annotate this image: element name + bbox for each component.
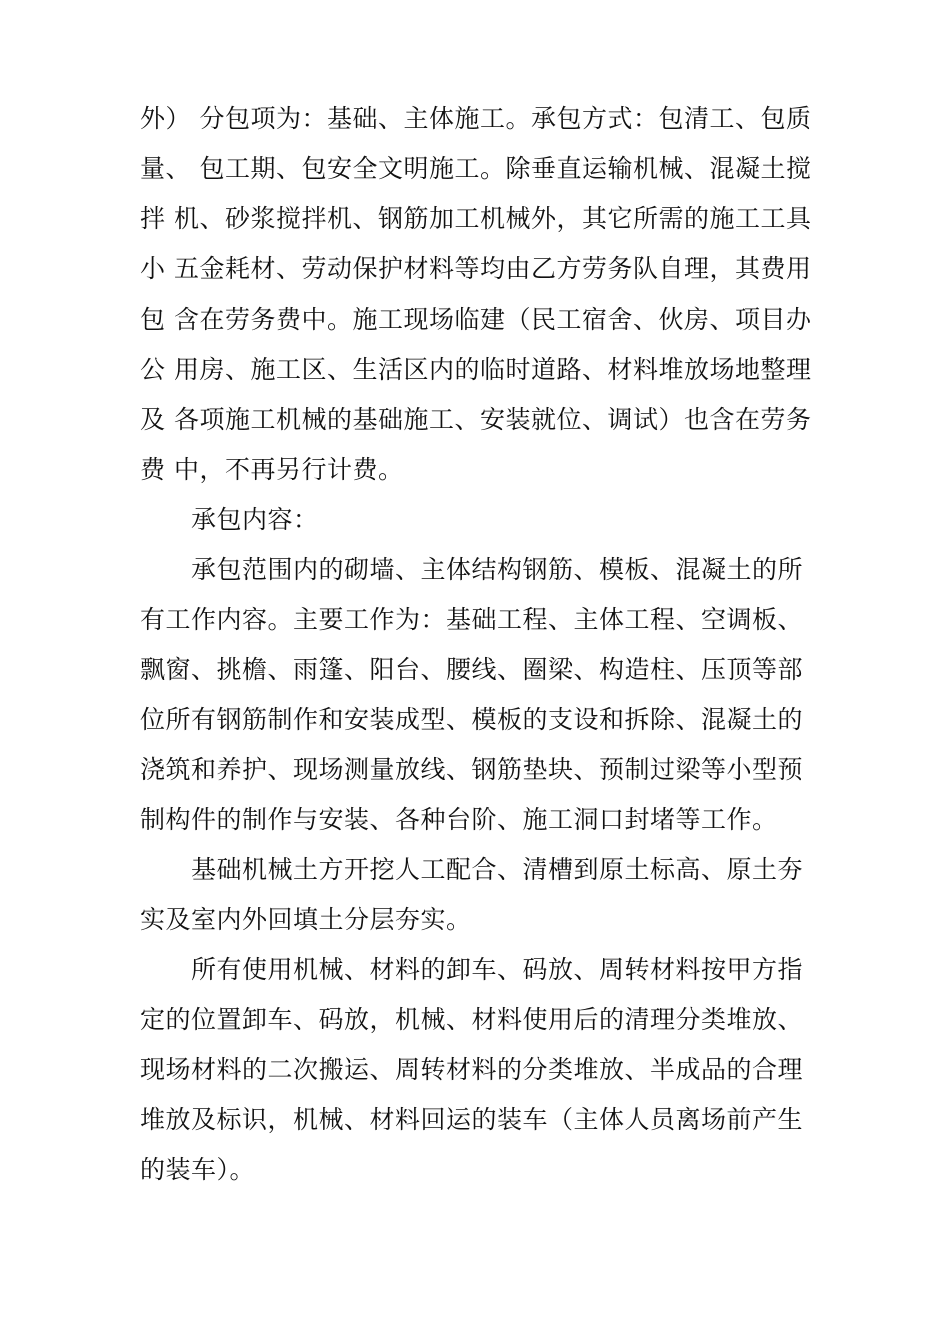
- text-line: 的装车）。: [140, 1155, 256, 1184]
- section-heading: 承包内容：: [191, 505, 319, 534]
- text-line: 飘窗、挑檐、雨篷、阳台、腰线、圈梁、构造柱、压顶等部: [140, 655, 804, 684]
- text-line: 所有使用机械、材料的卸车、码放、周转材料按甲方指: [191, 955, 804, 984]
- text-line: 基础机械土方开挖人工配合、清槽到原土标高、原土夯: [191, 855, 804, 884]
- text-line: 量、 包工期、包安全文明施工。除垂直运输机械、混凝土搅: [140, 154, 812, 183]
- text-line: 外） 分包项为：基础、主体施工。承包方式：包清工、包质: [140, 104, 812, 133]
- text-line: 包 含在劳务费中。施工现场临建（民工宿舍、伙房、项目办: [140, 305, 812, 334]
- text-line: 浇筑和养护、现场测量放线、钢筋垫块、预制过梁等小型预: [140, 755, 804, 784]
- text-line: 拌 机、砂浆搅拌机、钢筋加工机械外，其它所需的施工工具: [140, 204, 812, 233]
- text-line: 有工作内容。主要工作为：基础工程、主体工程、空调板、: [140, 605, 804, 634]
- text-line: 费 中，不再另行计费。: [140, 455, 404, 484]
- text-line: 现场材料的二次搬运、周转材料的分类堆放、半成品的合理: [140, 1055, 804, 1084]
- text-line: 小 五金耗材、劳动保护材料等均由乙方劳务队自理，其费用: [140, 254, 812, 283]
- text-line: 定的位置卸车、码放，机械、材料使用后的清理分类堆放、: [140, 1005, 804, 1034]
- text-line: 制构件的制作与安装、各种台阶、施工洞口封堵等工作。: [140, 805, 778, 834]
- text-line: 位所有钢筋制作和安装成型、模板的支设和拆除、混凝土的: [140, 705, 804, 734]
- text-line: 堆放及标识，机械、材料回运的装车（主体人员离场前产生: [140, 1105, 804, 1134]
- text-line: 承包范围内的砌墙、主体结构钢筋、模板、混凝土的所: [191, 555, 804, 584]
- text-line: 公 用房、施工区、生活区内的临时道路、材料堆放场地整理: [140, 355, 812, 384]
- text-line: 实及室内外回填土分层夯实。: [140, 905, 472, 934]
- text-line: 及 各项施工机械的基础施工、安装就位、调试）也含在劳务: [140, 405, 812, 434]
